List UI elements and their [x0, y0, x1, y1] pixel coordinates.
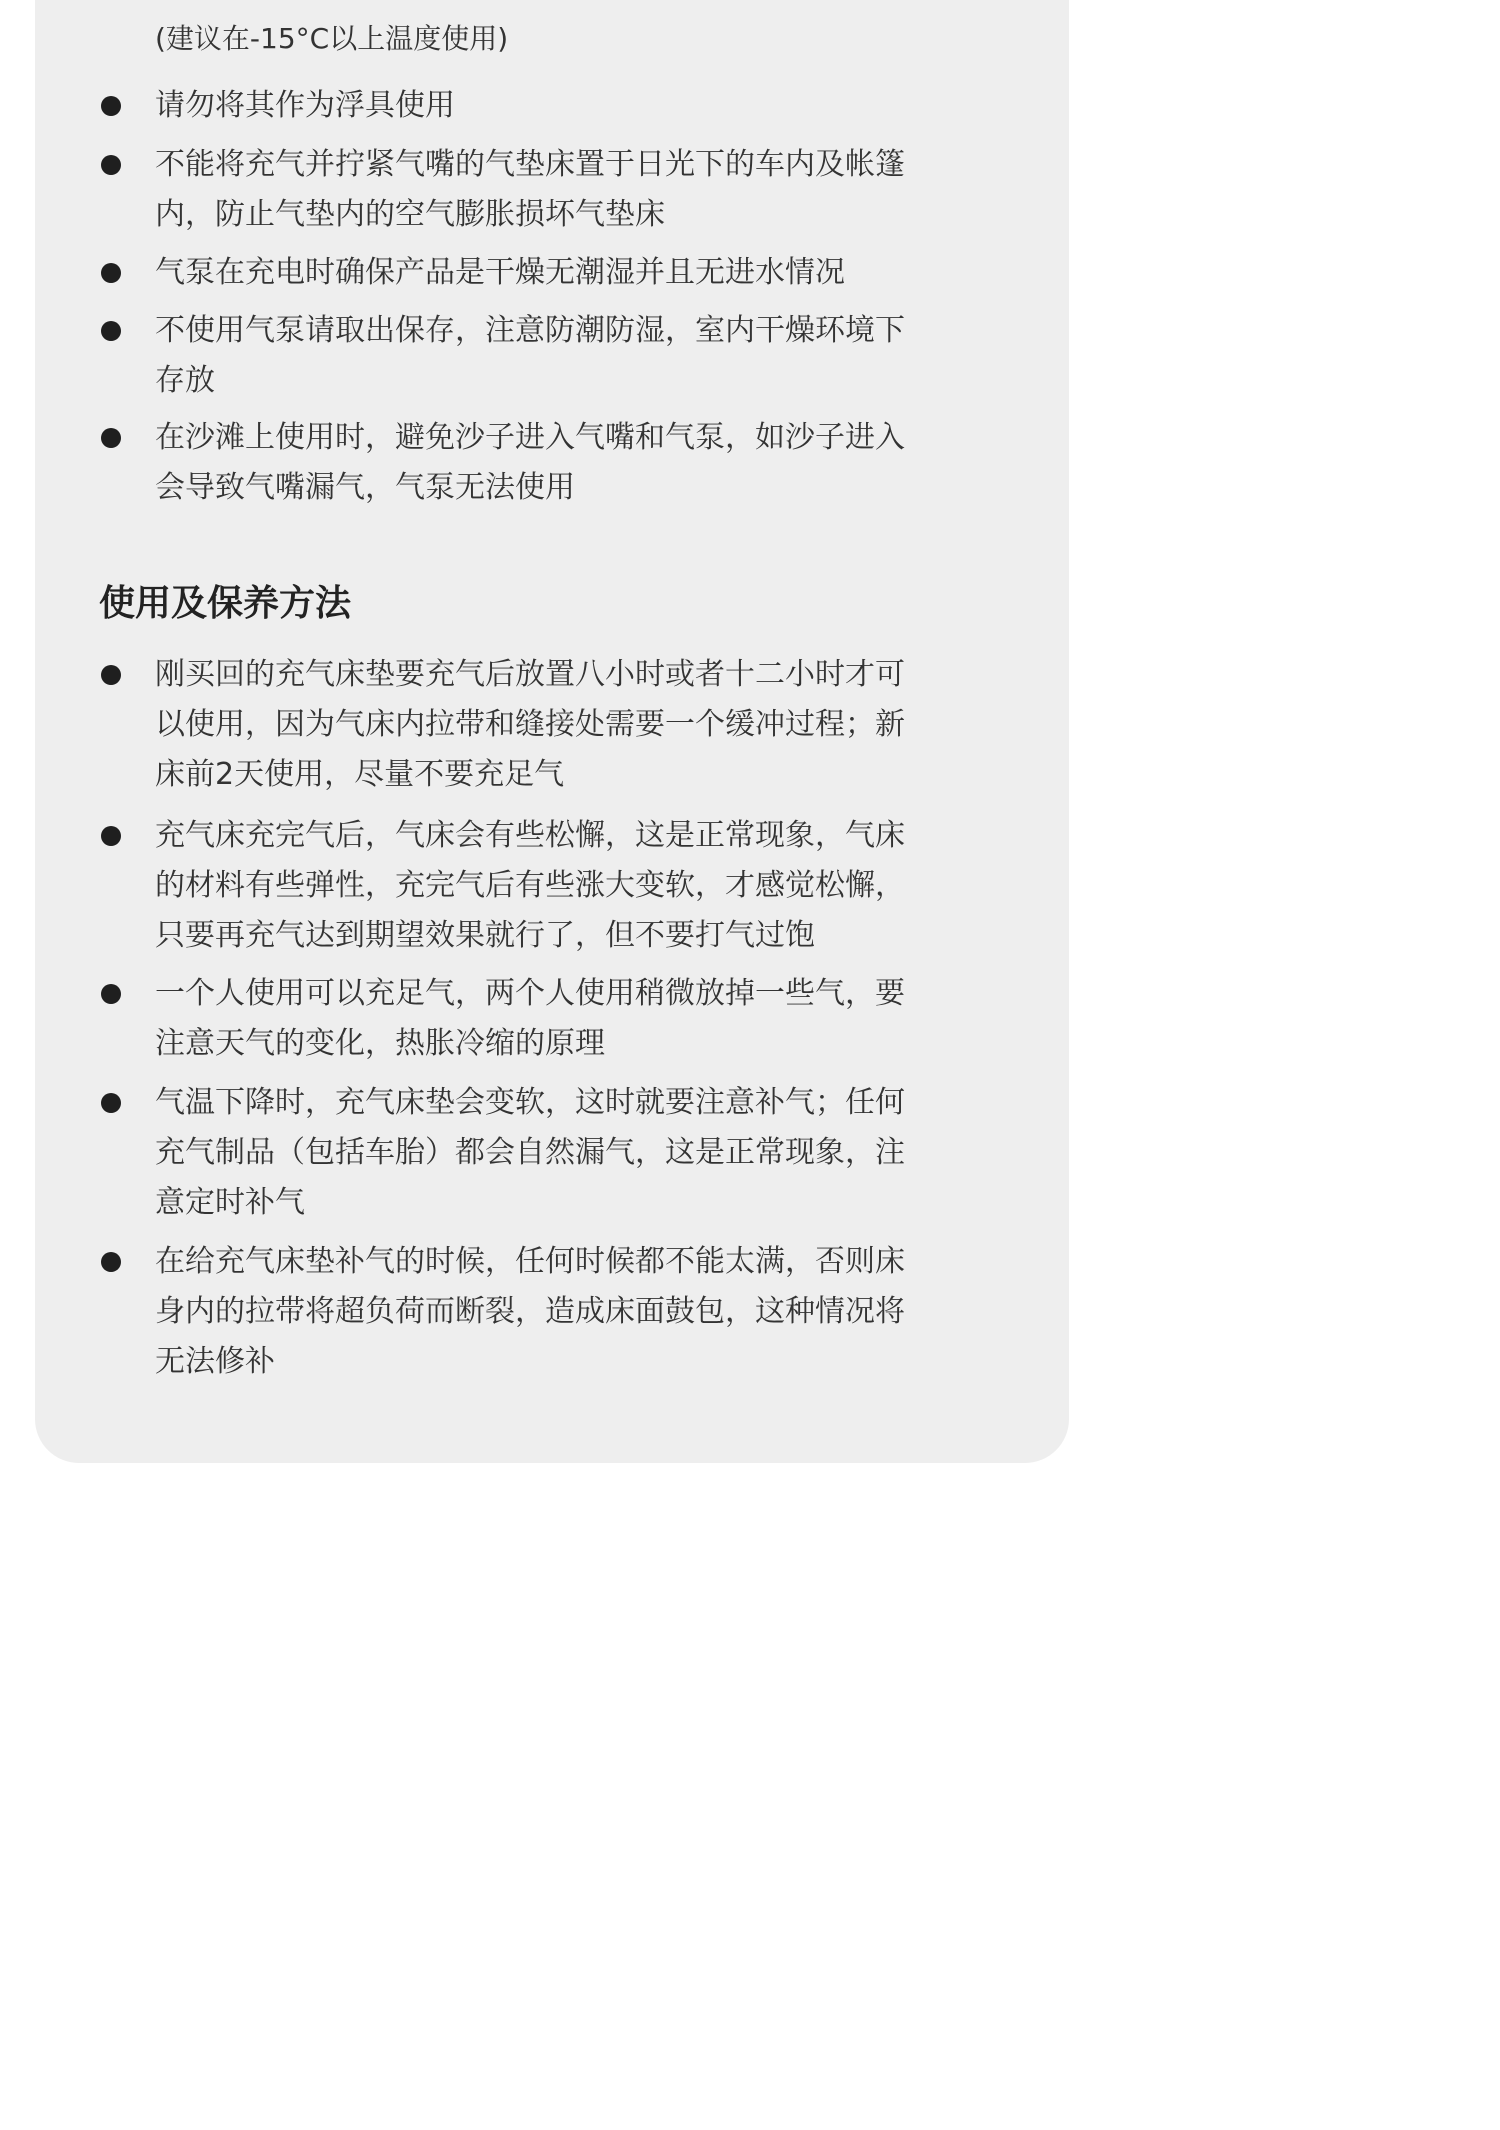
list-item-text: 充气床充完气后，气床会有些松懈，这是正常现象，气床 [155, 818, 905, 853]
bullet-dot-icon [101, 826, 121, 846]
list-item-text: 不使用气泵请取出保存，注意防潮防湿，室内干燥环境下 [155, 313, 905, 348]
list-item-text: 床前2天使用，尽量不要充足气 [155, 757, 565, 792]
bullet-dot-icon [101, 96, 121, 116]
list-item-text: 的材料有些弹性，充完气后有些涨大变软，才感觉松懈， [155, 868, 905, 903]
list-item-text: 只要再充气达到期望效果就行了，但不要打气过饱 [155, 918, 815, 953]
list-item-text: 以使用，因为气床内拉带和缝接处需要一个缓冲过程；新 [155, 707, 905, 742]
list-item-text: 内，防止气垫内的空气膨胀损坏气垫床 [155, 197, 665, 232]
list-item-text: 在给充气床垫补气的时候，任何时候都不能太满，否则床 [155, 1244, 905, 1279]
list-item-text: 气温下降时，充气床垫会变软，这时就要注意补气；任何 [155, 1085, 905, 1120]
list-item-text: 会导致气嘴漏气，气泵无法使用 [155, 470, 575, 505]
bullet-dot-icon [101, 263, 121, 283]
list-item-text: 请勿将其作为浮具使用 [155, 88, 455, 123]
bullet-dot-icon [101, 984, 121, 1004]
bullet-dot-icon [101, 1093, 121, 1113]
list-item-text: 无法修补 [155, 1344, 275, 1379]
bullet-dot-icon [101, 665, 121, 685]
list-item-text: 存放 [155, 363, 215, 398]
list-item-text: 不能将充气并拧紧气嘴的气垫床置于日光下的车内及帐篷 [155, 147, 905, 182]
list-item-text: 意定时补气 [155, 1185, 305, 1220]
list-item-text: 在沙滩上使用时，避免沙子进入气嘴和气泵，如沙子进入 [155, 420, 905, 455]
bullet-dot-icon [101, 155, 121, 175]
list-item-text: 一个人使用可以充足气，两个人使用稍微放掉一些气，要 [155, 976, 905, 1011]
bullet-dot-icon [101, 1252, 121, 1272]
bullet-dot-icon [101, 321, 121, 341]
list-item-text: 充气制品（包括车胎）都会自然漏气，这是正常现象，注 [155, 1135, 905, 1170]
list-item-text: 刚买回的充气床垫要充气后放置八小时或者十二小时才可 [155, 657, 905, 692]
temperature-note: (建议在-15°C以上温度使用) [155, 22, 509, 55]
list-item-text: 气泵在充电时确保产品是干燥无潮湿并且无进水情况 [155, 255, 845, 290]
list-item-text: 注意天气的变化，热胀冷缩的原理 [155, 1026, 605, 1061]
list-item-text: 身内的拉带将超负荷而断裂，造成床面鼓包，这种情况将 [155, 1294, 905, 1329]
bullet-dot-icon [101, 428, 121, 448]
section-title-usage: 使用及保养方法 [99, 583, 352, 624]
